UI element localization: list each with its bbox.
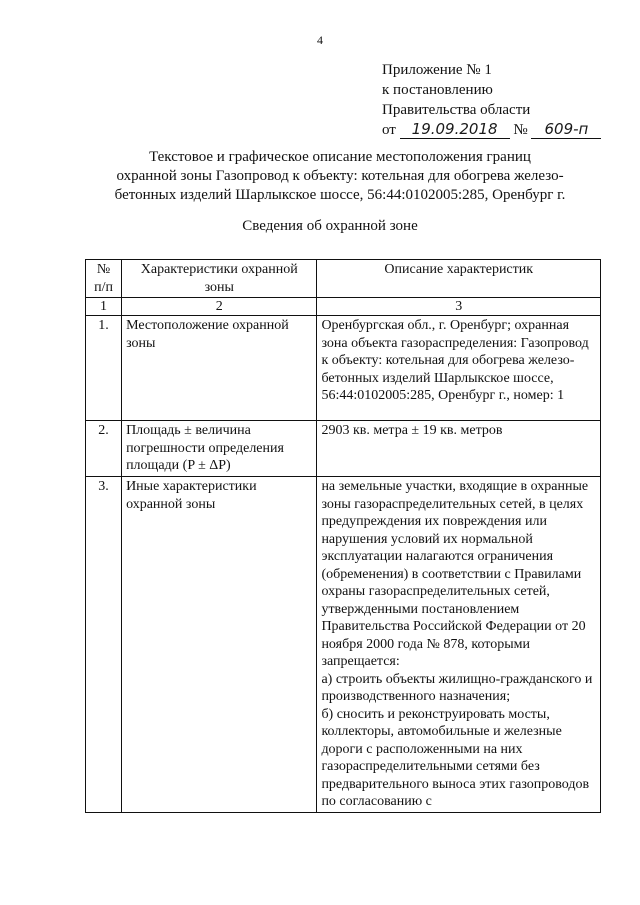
row-number: 3. [86, 477, 122, 813]
row-number: 2. [86, 421, 122, 477]
header-characteristic-cell [122, 260, 317, 298]
appendix-line-2: к постановлению [382, 82, 493, 98]
from-label: от [382, 122, 396, 138]
header-description-cell: Описание характеристик [317, 260, 601, 298]
column-number-2: 2 [122, 298, 317, 316]
table-row [86, 316, 601, 421]
header-characteristic-line-2: зоны [204, 279, 234, 295]
row-description: 2903 кв. метра ± 19 кв. метров [317, 421, 601, 477]
table-header-row [86, 260, 601, 298]
table-row [86, 421, 601, 477]
row-characteristic: Иные характеристики охранной зоны [122, 477, 317, 813]
row-number: 1. [86, 316, 122, 421]
row-description [317, 477, 601, 813]
description-paragraph-1: на земельные участки, входящие в охранные зоны газораспределительных сетей, в целях предупреждения их повреждения или нарушения условий их нормальной эксплуатации налагаются ограничения (обременения) в соответствии с Правилами охраны газораспределительных сетей, утвержденными постановлением Правительства Российской Федерации от 20 ноября 2000 года № 878, которыми запрещается: [321, 479, 589, 669]
header-number-line-2: п/п [94, 279, 113, 295]
number-label: № [513, 122, 528, 138]
row-characteristic: Местоположение охранной зоны [122, 316, 317, 421]
header-characteristic-line-1: Характеристики охранной [140, 262, 298, 277]
table-row [86, 477, 601, 813]
column-number-1: 1 [86, 298, 122, 316]
column-number-row [86, 298, 601, 316]
title-line-3: бетонных изделий Шарлыкское шоссе, 56:44:0102005:285, Оренбург г. [114, 187, 566, 203]
page-number: 4 [317, 33, 323, 47]
appendix-block [382, 60, 601, 140]
zone-info-table [85, 259, 601, 813]
description-paragraph-2: а) строить объекты жилищно-гражданского и производственного назначения; [321, 671, 593, 704]
description-paragraph-3: б) сносить и реконструировать мосты, коллекторы, автомобильные и железные дороги с расположенными на них газораспределительными сетями без предварительного выноса этих газопроводов по согласованию с [321, 706, 590, 809]
header-number-cell [86, 260, 122, 298]
title-line-1: Текстовое и графическое описание местоположения границ [149, 149, 531, 165]
row-characteristic: Площадь ± величина погрешности определения площади (P ± ΔP) [122, 421, 317, 477]
title-line-2: охранной зоны Газопровод к объекту: котельная для обогрева железо- [116, 168, 564, 184]
header-number-line-1: № [96, 262, 111, 277]
appendix-date-line [382, 120, 601, 140]
row-description: Оренбургская обл., г. Оренбург; охранная зона объекта газораспределения: Газопровод к объекту: котельная для обогрева железо-бетонных изделий Шарлыкское шоссе, 56:44:0102005:285, Оренбург г., номер: 1 [317, 316, 601, 421]
handwritten-date: 19.09.2018 [400, 121, 510, 139]
appendix-line-1: Приложение № 1 [382, 62, 492, 78]
column-number-3: 3 [317, 298, 601, 316]
handwritten-number: 609-п [531, 121, 601, 139]
document-title [40, 148, 640, 205]
appendix-line-3: Правительства области [382, 102, 531, 118]
section-subtitle: Сведения об охранной зоне [242, 218, 418, 234]
